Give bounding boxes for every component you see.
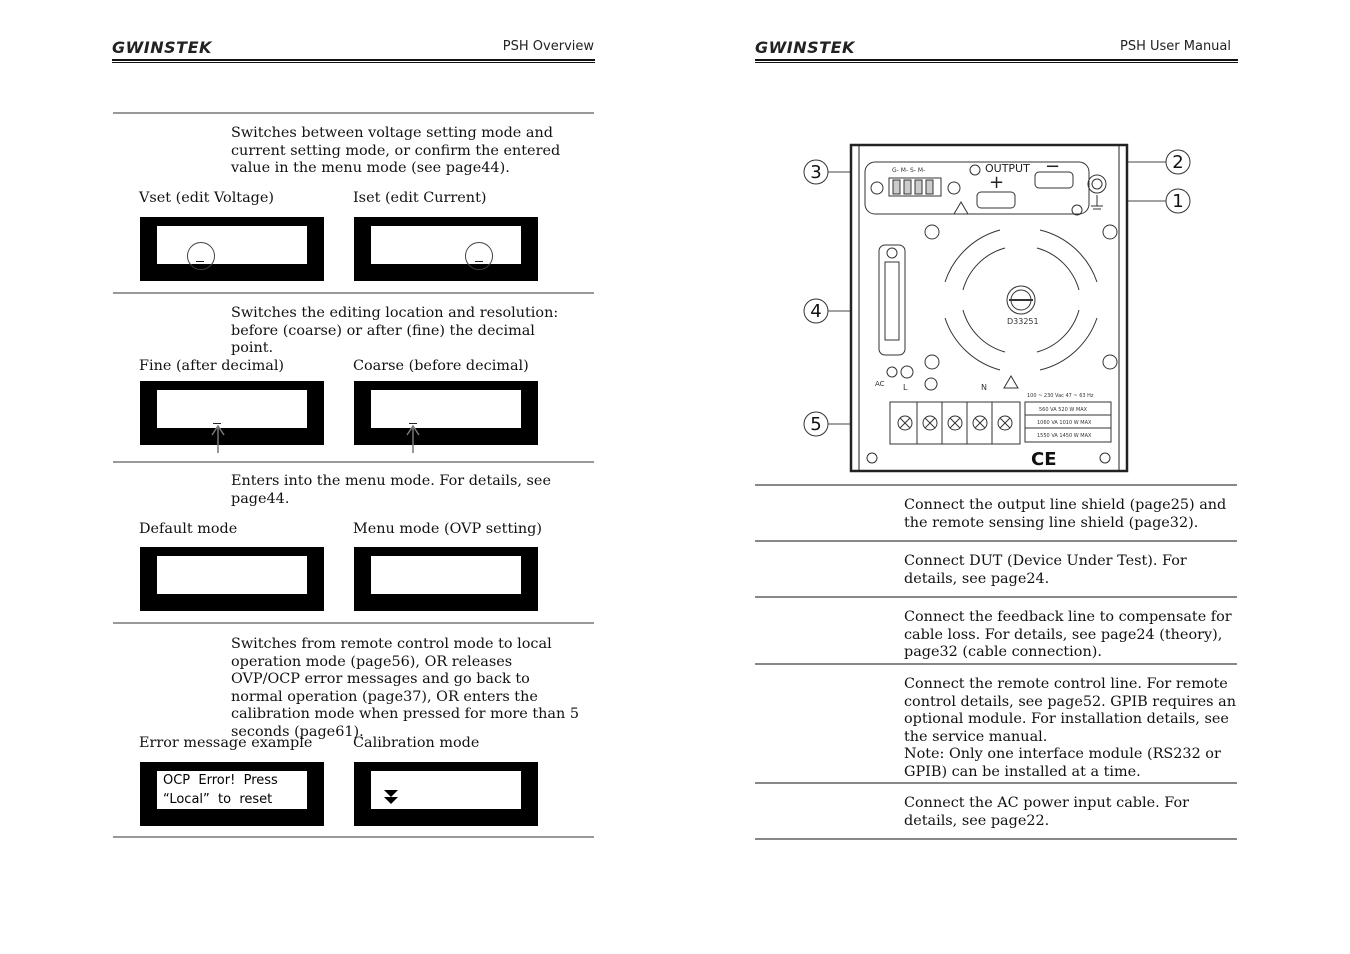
section-description: Switches between voltage setting mode and current setting mode, or confirm the entered value in the menu mode (see page44). bbox=[231, 125, 561, 176]
section-divider bbox=[113, 622, 594, 624]
connector-description: Connect the remote control line. For remote control details, see page52. GPIB requires an optional module. For installation details, see the service manual. Note: Only one interface module (RS232 or GPIB) can be installed at a time. bbox=[904, 676, 1236, 780]
connector-description: Connect DUT (Device Under Test). For details, see page24. bbox=[904, 553, 1187, 587]
connector-description: Connect the output line shield (page25) and the remote sensing line shield (page32). bbox=[904, 497, 1227, 531]
row-divider bbox=[755, 782, 1237, 784]
display-caption: Menu mode (OVP setting) bbox=[353, 521, 542, 537]
svg-text:−: − bbox=[1045, 156, 1061, 177]
row-divider bbox=[755, 596, 1237, 598]
edit-cursor bbox=[196, 261, 204, 262]
lcd-display-error bbox=[140, 762, 324, 826]
lcd-display-menu bbox=[354, 547, 538, 611]
connector-description: Connect the feedback line to compensate for cable loss. For details, see page24 (theory), page32 (cable connection). bbox=[904, 609, 1232, 660]
lcd-screen bbox=[157, 390, 307, 428]
section-divider bbox=[113, 836, 594, 838]
row-divider bbox=[755, 838, 1237, 840]
ce-mark: CE bbox=[1031, 449, 1057, 470]
display-caption: Vset (edit Voltage) bbox=[139, 190, 274, 206]
lcd-line: OCP Error! Press bbox=[163, 773, 278, 788]
display-caption: Error message example bbox=[139, 735, 313, 751]
page-header-title: PSH User Manual bbox=[1120, 39, 1232, 54]
edit-cursor-highlight bbox=[187, 242, 215, 270]
lcd-screen bbox=[157, 226, 307, 264]
section-description: Enters into the menu mode. For details, see page44. bbox=[231, 473, 551, 507]
display-caption: Calibration mode bbox=[353, 735, 480, 751]
svg-text:560 VA 520 W MAX: 560 VA 520 W MAX bbox=[1039, 407, 1088, 413]
section-divider bbox=[113, 461, 594, 463]
section-divider bbox=[113, 292, 594, 294]
svg-text:+: + bbox=[989, 172, 1005, 193]
output-label: OUTPUT bbox=[985, 162, 1030, 175]
lcd-display-default bbox=[140, 547, 324, 611]
lcd-display-fine bbox=[140, 381, 324, 445]
right-page bbox=[675, 0, 1350, 954]
header-rule bbox=[112, 59, 595, 63]
lcd-screen bbox=[157, 771, 307, 809]
svg-text:D33251: D33251 bbox=[1007, 317, 1039, 326]
row-divider bbox=[755, 663, 1237, 665]
lcd-screen bbox=[371, 771, 521, 809]
svg-text:1060 VA 1010 W MAX: 1060 VA 1010 W MAX bbox=[1037, 420, 1092, 426]
lcd-display-vset bbox=[140, 217, 324, 281]
rear-panel-diagram bbox=[795, 140, 1195, 478]
lcd-display-calibration bbox=[354, 762, 538, 826]
svg-text:G- M- S- M-: G- M- S- M- bbox=[892, 167, 926, 174]
row-divider bbox=[755, 484, 1237, 486]
section-divider bbox=[113, 112, 594, 114]
double-down-arrow-icon bbox=[383, 789, 399, 807]
svg-text:L: L bbox=[903, 383, 908, 392]
lcd-screen bbox=[371, 556, 521, 594]
arrow-up-icon bbox=[210, 423, 226, 455]
gwinstek-logo: GWINSTEK bbox=[112, 38, 212, 57]
callout-5-label: 5 bbox=[810, 414, 822, 435]
connector-description: Connect the AC power input cable. For details, see page22. bbox=[904, 795, 1189, 829]
lcd-screen bbox=[371, 390, 521, 428]
header-rule bbox=[755, 59, 1238, 63]
svg-text:100 ~ 230 Vac 47 ~ 63 Hz: 100 ~ 230 Vac 47 ~ 63 Hz bbox=[1027, 393, 1094, 399]
row-divider bbox=[755, 540, 1237, 542]
svg-text:N: N bbox=[981, 383, 987, 392]
arrow-up-icon bbox=[405, 423, 421, 455]
lcd-screen bbox=[371, 226, 521, 264]
display-caption: Coarse (before decimal) bbox=[353, 358, 529, 374]
callout-4-label: 4 bbox=[810, 301, 822, 322]
svg-text:AC: AC bbox=[875, 380, 885, 388]
display-caption: Fine (after decimal) bbox=[139, 358, 285, 374]
callout-1-label: 1 bbox=[1172, 191, 1184, 212]
callout-3-label: 3 bbox=[810, 162, 822, 183]
lcd-line: “Local” to reset bbox=[163, 792, 273, 807]
lcd-display-coarse bbox=[354, 381, 538, 445]
callout-2-label: 2 bbox=[1172, 152, 1184, 173]
section-description: Switches the editing location and resolution: before (coarse) or after (fine) the decimal point. bbox=[231, 305, 559, 356]
display-caption: Iset (edit Current) bbox=[353, 190, 487, 206]
svg-text:1550 VA 1450 W MAX: 1550 VA 1450 W MAX bbox=[1037, 433, 1092, 439]
lcd-screen bbox=[157, 556, 307, 594]
edit-cursor bbox=[475, 261, 483, 262]
section-description: Switches from remote control mode to local operation mode (page56), OR releases OVP/OCP error messages and go back to normal operation (page37), OR enters the calibration mode when pressed for more than 5 seconds (page61). bbox=[231, 636, 579, 740]
page-header-title: PSH Overview bbox=[502, 39, 594, 54]
lcd-display-iset bbox=[354, 217, 538, 281]
gwinstek-logo: GWINSTEK bbox=[755, 38, 855, 57]
display-caption: Default mode bbox=[139, 521, 238, 537]
edit-cursor-highlight bbox=[465, 242, 493, 270]
